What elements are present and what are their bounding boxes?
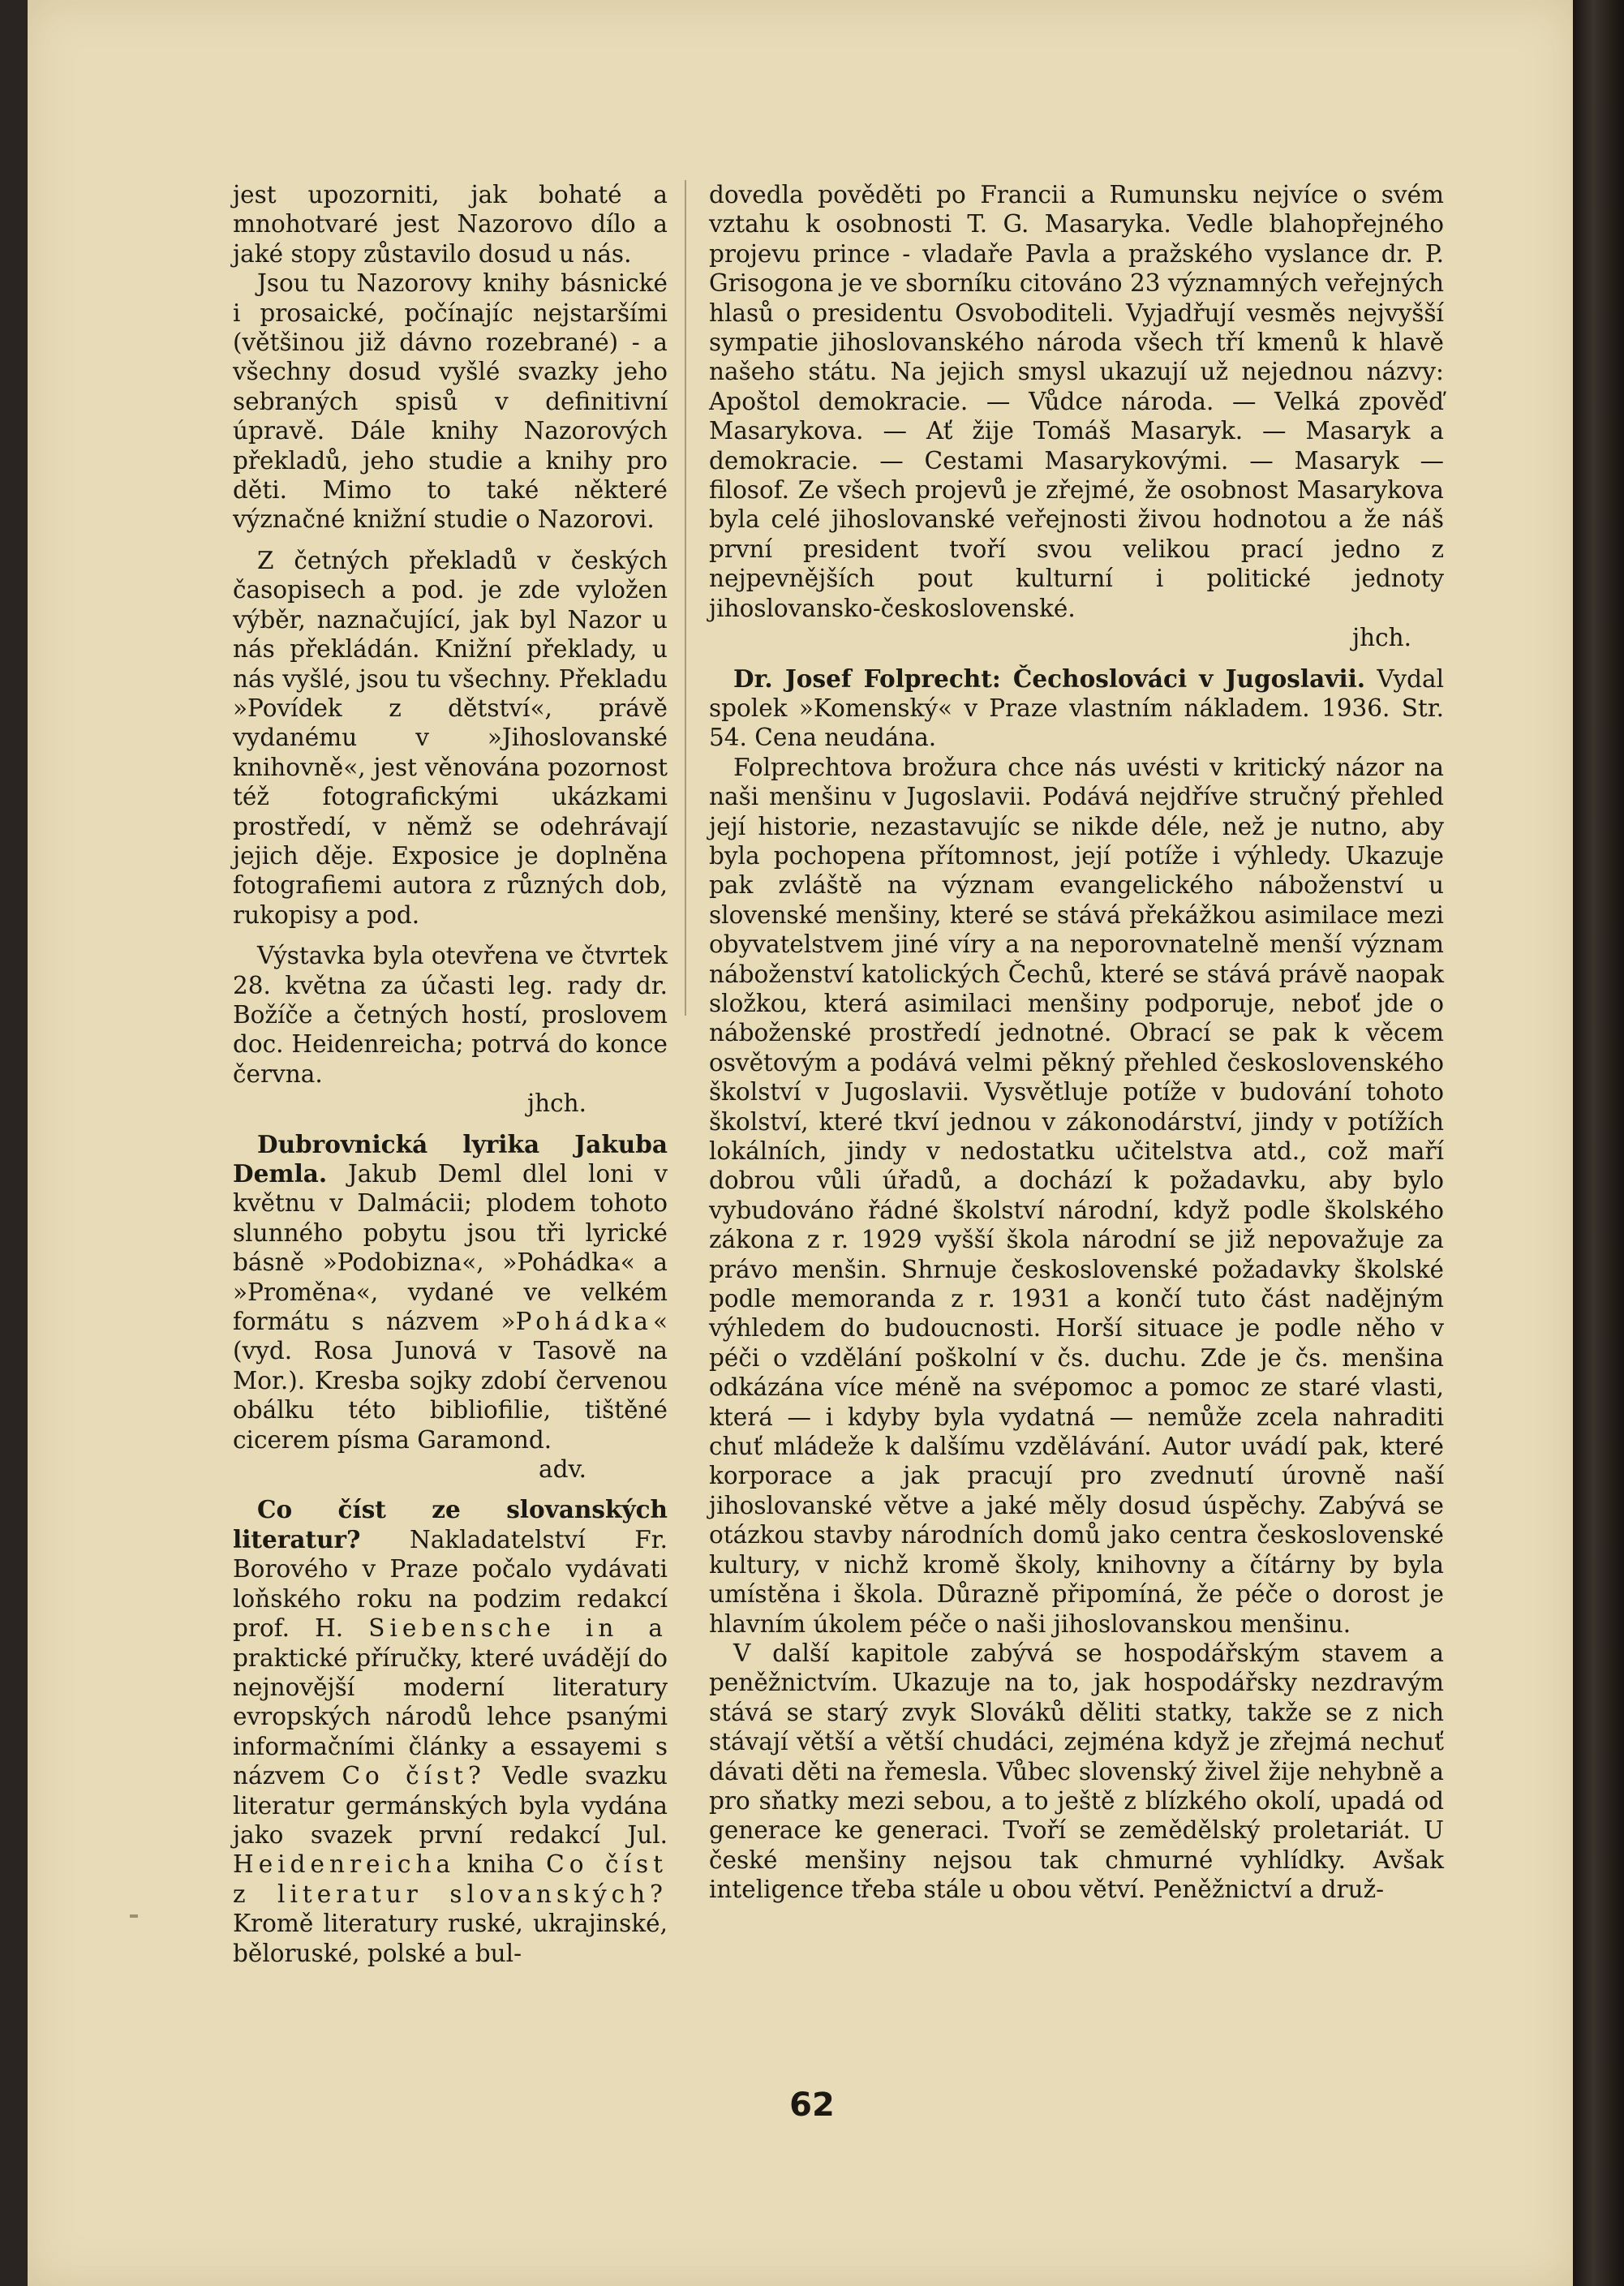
article-text: Kromě literatury ruské, ukrajinské, běloruské, polské a bul- [233, 1910, 668, 1967]
article-text: « (vyd. Rosa Junová v Tasově na Mor.). Kresba sojky zdobí červenou obálku této bibliofilie, tištěné cicerem písma Garamond. [233, 1308, 668, 1454]
column-divider [685, 180, 686, 1016]
right-column [709, 180, 1444, 1905]
book-binding-edge [1573, 0, 1624, 2286]
paragraph-gap [233, 930, 668, 941]
paragraph-gap [233, 1484, 668, 1495]
article-heading-demel: Dubrovnická lyrika Jakuba Demla. [233, 1129, 668, 1188]
left-column [233, 180, 668, 1968]
spaced-name-siebenschein: Siebensche in a [368, 1614, 668, 1643]
review-folprecht [709, 664, 1444, 753]
article-text: Jakub Deml dlel loni v květnu v Dalmácii; plodem tohoto slunného pobytu jsou tři lyrické básně »Podobizna«, »Pohádka« a »Proměna«, vydané ve velkém formátu s názvem » [233, 1160, 668, 1336]
paragraph-gap [233, 1119, 668, 1130]
left-paragraph-2: Jsou tu Nazorovy knihy básnické i prosaické, počínajíc nejstaršími (většinou již dávno rozebrané) - a všechny dosud vyšlé svazky jeho sebraných spisů v definitivní úpravě. Dále knihy Nazorových překladů, jeho studie a knihy pro děti. Mimo to také některé význačné knižní studie o Nazorovi. [233, 269, 668, 534]
article-co-cist [233, 1495, 668, 1968]
signature-adv: adv. [538, 1455, 586, 1484]
review-heading-folprecht: Dr. Josef Folprecht: Čechoslováci v Jugoslavii. [733, 664, 1366, 693]
spaced-name-heidenreich: Heidenreicha [233, 1850, 456, 1879]
margin-mark [130, 1914, 138, 1918]
spaced-title-pohadka: Pohádka [515, 1308, 653, 1336]
paragraph-gap [709, 653, 1444, 664]
left-paragraph-3: Z četných překladů v českých časopisech a pod. je zde vyložen výběr, naznačující, jak byl Nazor u nás překládán. Knižní překlady, u nás vyšlé, jsou tu všechny. Překladu »Povídek z dětství«, právě vydanému v »Jihoslovanské knihovně«, jest věnována pozornost též fotografickými ukázkami prostředí, v němž se odehrávají jejich děje. Exposice je doplněna fotografiemi autora z různých dob, rukopisy a pod. [233, 546, 668, 929]
right-paragraph-1: dovedla pověděti po Francii a Rumunsku nejvíce o svém vztahu k osobnosti T. G. Masaryka. Vedle blahopřejného projevu prince - vladaře Pavla a pražského vyslance dr. P. Grisogona je ve sborníku citováno 23 významných veřejných hlasů o presidentu Osvoboditeli. Vyjadřují vesměs nejvyšší sympatie jihoslovanského národa všech tří kmenů k hlavě našeho státu. Na jejich smysl ukazují už nejednou názvy: Apoštol demokracie. — Vůdce národa. — Velká zpověď Masarykova. — Ať žije Tomáš Masaryk. — Masaryk a demokracie. — Cestami Masarykovými. — Masaryk — filosof. Ze všech projevů je zřejmé, že osobnost Masarykova byla celé jihoslovanské veřejnosti živou hodnotou a že náš první president tvoří svou velikou prací jedno z nejpevnějších pout kulturní i politické jednoty jihoslovansko-československé. [709, 181, 1444, 622]
article-demel [233, 1130, 668, 1455]
left-paragraph-4: Výstavka byla otevřena ve čtvrtek 28. května za účasti leg. rady dr. Božíče a četných hostí, proslovem doc. Heidenreicha; potrvá do konce června. [233, 942, 668, 1088]
spaced-title-co-cist-z-literatur: Co číst z literatur slovanských? [233, 1850, 668, 1908]
left-paragraph-1: jest upozorniti, jak bohaté a mnohotvaré jest Nazorovo dílo a jaké stopy zůstavilo dosud u nás. [233, 181, 668, 268]
article-heading-co-cist: Co číst ze slovanských literatur? [233, 1495, 668, 1553]
article-text: praktické příručky, které uvádějí do nejnovější moderní literatury evropských národů lehce psanými informačními články a essayemi s názvem [233, 1644, 668, 1790]
signature-jhch-left: jhch. [526, 1089, 586, 1118]
page-number: 62 [789, 2086, 835, 2124]
signature-jhch-right: jhch. [1351, 624, 1411, 652]
review-meta: Vydal spolek »Komenský« v Praze vlastním nákladem. 1936. Str. 54. Cena neudána. [709, 664, 1444, 752]
right-paragraph-2: Folprechtova brožura chce nás uvésti v kritický názor na naši menšinu v Jugoslavii. Podává nejdříve stručný přehled její historie, nezastavujíc se nikde déle, než je nutno, aby byla pochopena přítomnost, její potíže i výhledy. Ukazuje pak zvláště na význam evangelického náboženství u slovenské menšiny, které se stává překážkou asimilace mezi obyvatelstvem jiné víry a na neporovnatelně menší význam náboženství katolických Čechů, které se stává právě naopak složkou, která asimilaci menšiny podporuje, neboť jde o náboženské prostředí jednotné. Obrací se pak k věcem osvětovým a podává velmi pěkný přehled československého školství v Jugoslavii. Vysvětluje potíže v budování tohoto školství, které tkví jednou v zákonodárství, jindy v potížích lokálních, jindy v nedostatku učitelstva atd., což maří dobrou vůli úřadů, a dochází k požadavku, aby bylo vybudováno řádné školství národní, když podle školského zákona z r. 1929 vyšší škola národní se již nepovažuje za právo menšin. Shrnuje československé požadavky školské podle memoranda z r. 1931 a končí tuto část nadějným výhledem do budoucnosti. Horší situace je podle něho v péči o vzdělání poškolní v čs. duchu. Zde je čs. menšina odkázána více méně na svépomoc a pomoc ze staré vlasti, která — i kdyby byla vydatná — nemůže zcela nahraditi chuť mládeže k dalšímu vzdělávání. Autor uvádí pak, které korporace a jak pracují pro zvednutí úrovně naší jihoslovanské větve a jaké měly dosud úspěchy. Zabývá se otázkou stavby národních domů jako centra československé kultury, v nichž kromě školy, knihovny a čítárny by byla umístěna i škola. Důrazně připomíná, že péče o dorost je hlavním úkolem péče o naši jihoslovanskou menšinu. [709, 753, 1444, 1638]
article-text: Nakladatelství Fr. Borového v Praze počalo vydávati loňského roku na podzim redakcí prof. H. [233, 1525, 668, 1643]
article-text: kniha [455, 1850, 547, 1879]
paragraph-gap [233, 535, 668, 546]
right-paragraph-3: V další kapitole zabývá se hospodářským stavem a peněžnictvím. Ukazuje na to, jak hospodářsky nezdravým stává se starý zvyk Slováků děliti statky, takže se z nich stávají větší a větší chudáci, zejména když je zřejmá nechuť dávati děti na řemesla. Vůbec slovenský živel žije nehybně a pro sňatky mezi sebou, a to ještě z blízkého okolí, upadá od generace ke generaci. Tvoří se zemědělský proletariát. U české menšiny nejsou tak chmurné vyhlídky. Avšak inteligence třeba stále u obou větví. Peněžnictví a druž- [709, 1639, 1444, 1904]
spaced-title-co-cist: Co číst? [342, 1762, 486, 1790]
article-text: Vedle svazku literatur germánských byla vydána jako svazek první redakcí Jul. [233, 1762, 668, 1849]
